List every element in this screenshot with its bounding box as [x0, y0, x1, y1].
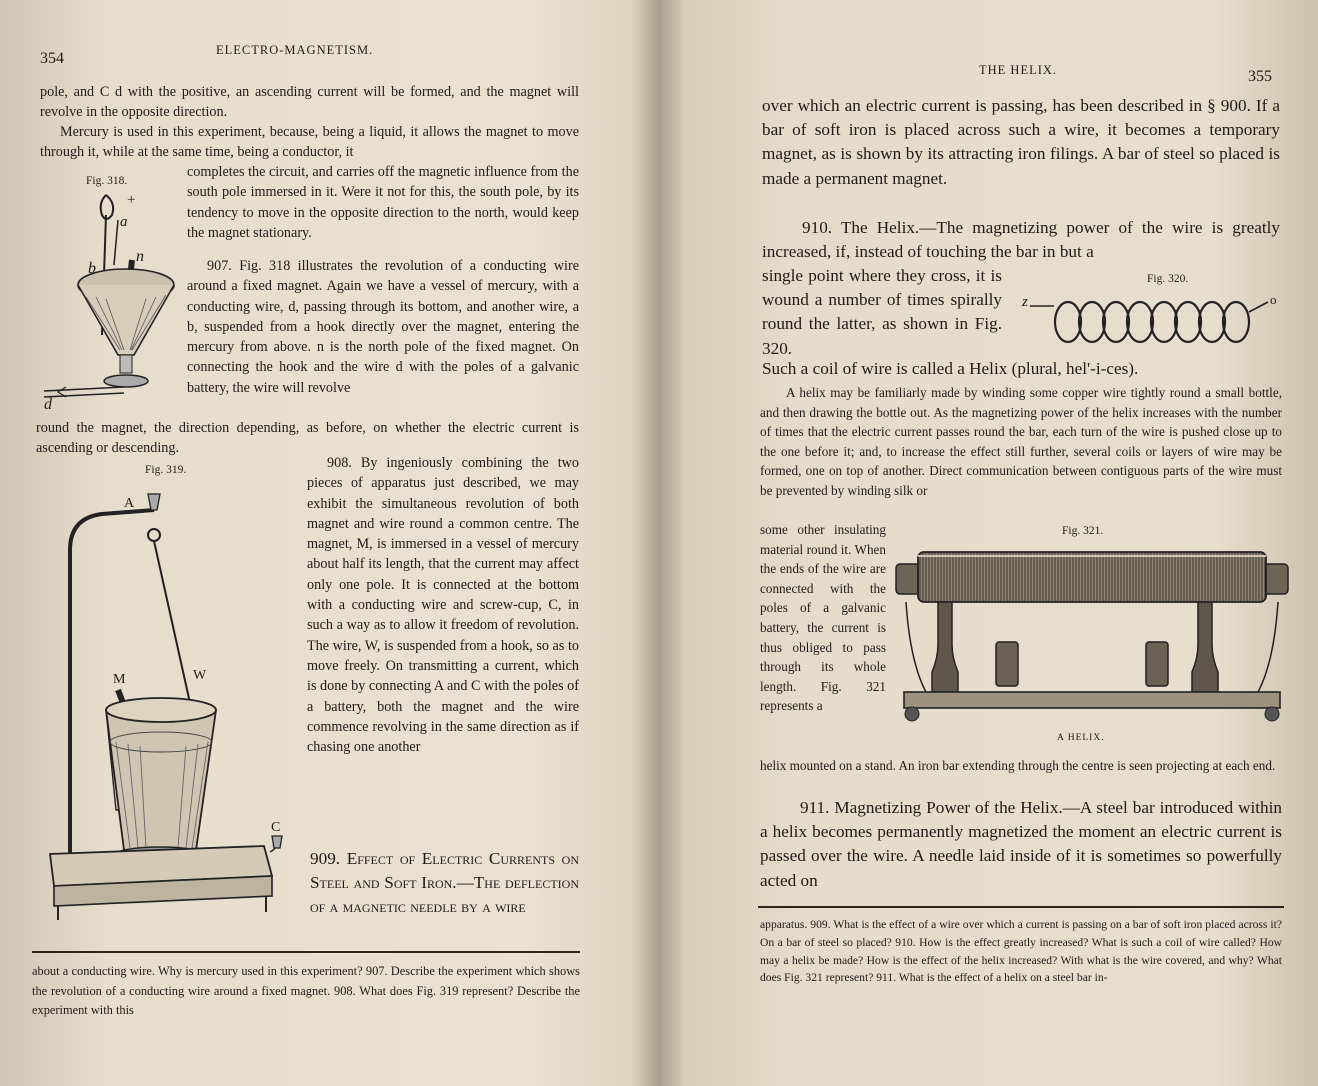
page-number: 354	[40, 50, 64, 67]
paragraph-helix-wrap: some other insulating material round it. When the ends of the wire are connected with the poles of a galvanic battery, the current is thus obliged to pass through its whole length. Fig. 321 represents a	[760, 522, 886, 714]
paragraph-continued: over which an electric current is passing, has been described in § 900. If a bar of soft iron is placed across such a wire, it becomes a temporary magnet, as is shown by its attracting iron filings. A bar of steel so placed is made a permanent magnet.	[762, 96, 1280, 188]
paragraph-907: 907. Fig. 318 illustrates the revolution of a conducting wire around a fixed magnet. Again we have a vessel of mercury, with a conducting wire, d, passing through its bottom, and another wire, a b, suspended from a hook directly over the magnet, entering the mercury from above. n is the north pole of the fixed magnet. On connecting the hook and the wire d with the poles of a galvanic battery, the wire will revolve	[187, 258, 579, 396]
fig-321-caption: Fig. 321.	[1062, 525, 1104, 537]
fig-319-caption: Fig. 319.	[145, 464, 187, 476]
paragraph-908: 908. By ingeniously combining the two pieces of apparatus just described, we may exhibit the simultaneous revolution of both magnet and wire round a common centre. The magnet, M, is immersed in a vessel of mercury about half its length, that the current may affect only one pole. It is connected at the bottom with a conducting wire and screw-cup, C, in such a way as to allow it freedom of revolution. The wire, W, is suspended from a hook, so as to move freely. On transmitting a current, which is done by connecting A and C with the poles of a battery, both the magnet and the wire commence revolving in the same direction as if chasing one another	[307, 455, 579, 756]
review-questions: apparatus. 909. What is the effect of a wire over which a current is passing on a bar of soft iron placed across it? On a bar of steel so placed? 910. How is the effect greatly increased? What is such a coil of wire called? How may a helix be made? How is the effect of the helix increased? With what is the wire covered, and why? What does Fig. 321 represent? 911. What is the effect of a helix on a steel bar in-	[760, 918, 1282, 985]
footnote-rule	[758, 906, 1284, 908]
fig-318-label-b: b	[88, 260, 96, 277]
paragraph-continued: pole, and C d with the positive, an ascending current will be formed, and the magnet will revolve in the opposite direction.	[40, 84, 579, 121]
paragraph-mercury: Mercury is used in this experiment, because, being a liquid, it allows the magnet to move through it, while at the same time, being a conductor, it	[40, 124, 579, 161]
running-head: THE HELIX.	[979, 63, 1058, 77]
fig-318-illustration	[36, 185, 186, 415]
paragraph-910: 910. The Helix.—The magnetizing power of the wire is greatly increased, if, instead of touching the bar in but a	[762, 218, 1280, 262]
paragraph-910-end: Such a coil of wire is called a Helix (plural, hel'-i-ces).	[762, 359, 1139, 378]
paragraph-helix-end: helix mounted on a stand. An iron bar extending through the centre is seen projecting at each end.	[760, 758, 1276, 773]
running-head: ELECTRO-MAGNETISM.	[216, 43, 374, 57]
footnote-rule	[32, 951, 580, 953]
review-questions: about a conducting wire. Why is mercury used in this experiment? 907. Describe the experiment which shows the revolution of a conducting wire around a fixed magnet. 908. What does Fig. 319 represent? Describe the experiment with this	[32, 964, 580, 1018]
fig-319-label-C: C	[271, 820, 281, 835]
fig-318-caption: Fig. 318.	[86, 175, 128, 187]
fig-319-illustration	[36, 480, 306, 940]
fig-319-label-M: M	[113, 672, 126, 687]
fig-321-helix-on-stand	[892, 542, 1292, 732]
fig-320-label-z: z	[1022, 294, 1028, 310]
fig-318-label-a: a	[120, 214, 128, 230]
fig-320-caption: Fig. 320.	[1147, 273, 1189, 285]
paragraph-mercury-cont: completes the circuit, and carries off the magnetic influence from the south pole immersed in it. Were it not for this, the south pole, by its tendency to move in the opposite direction to the north, would keep the magnet stationary.	[187, 164, 579, 241]
fig-319-label-W: W	[193, 668, 207, 683]
fig-321-label: A HELIX.	[1057, 733, 1105, 743]
paragraph-911: 911. Magnetizing Power of the Helix.—A steel bar introduced within a helix becomes permanently magnetized the moment an electric current is passed over the wire. A needle laid inside of it is sometimes so powerfully acted on	[760, 798, 1282, 890]
paragraph-907-end: round the magnet, the direction depending, as before, on whether the electric current is ascending or descending.	[36, 420, 579, 457]
right-page	[662, 0, 1318, 1086]
fig-318-label-n: n	[136, 248, 144, 265]
paragraph-helix-small: A helix may be familiarly made by winding some copper wire tightly round a small bottle, and then drawing the bottle out. As the magnetizing power of the helix increases with the number of times that the electric current passes round the bar, each turn of the wire is pushed close up to the one before it; and, to increase the effect still further, several coils or layers of wire may be formed, one on top of another. Direct communication between contiguous parts of the wire must be prevented by winding silk or	[760, 385, 1282, 498]
page-number: 355	[1248, 68, 1272, 85]
paragraph-910-wrap: single point where they cross, it is wound a number of times spirally round the latter, as shown in Fig. 320.	[762, 266, 1002, 358]
fig-320-helix	[1020, 290, 1280, 350]
fig-318-label-d: d	[44, 396, 52, 413]
fig-319-label-A: A	[124, 496, 135, 511]
paragraph-909: 909. Effect of Electric Currents on Steel and Soft Iron.—The deflection of a magnetic needle by a wire	[310, 849, 579, 917]
fig-318-label-plus: +	[127, 192, 136, 208]
fig-320-label-o: o	[1270, 292, 1277, 307]
